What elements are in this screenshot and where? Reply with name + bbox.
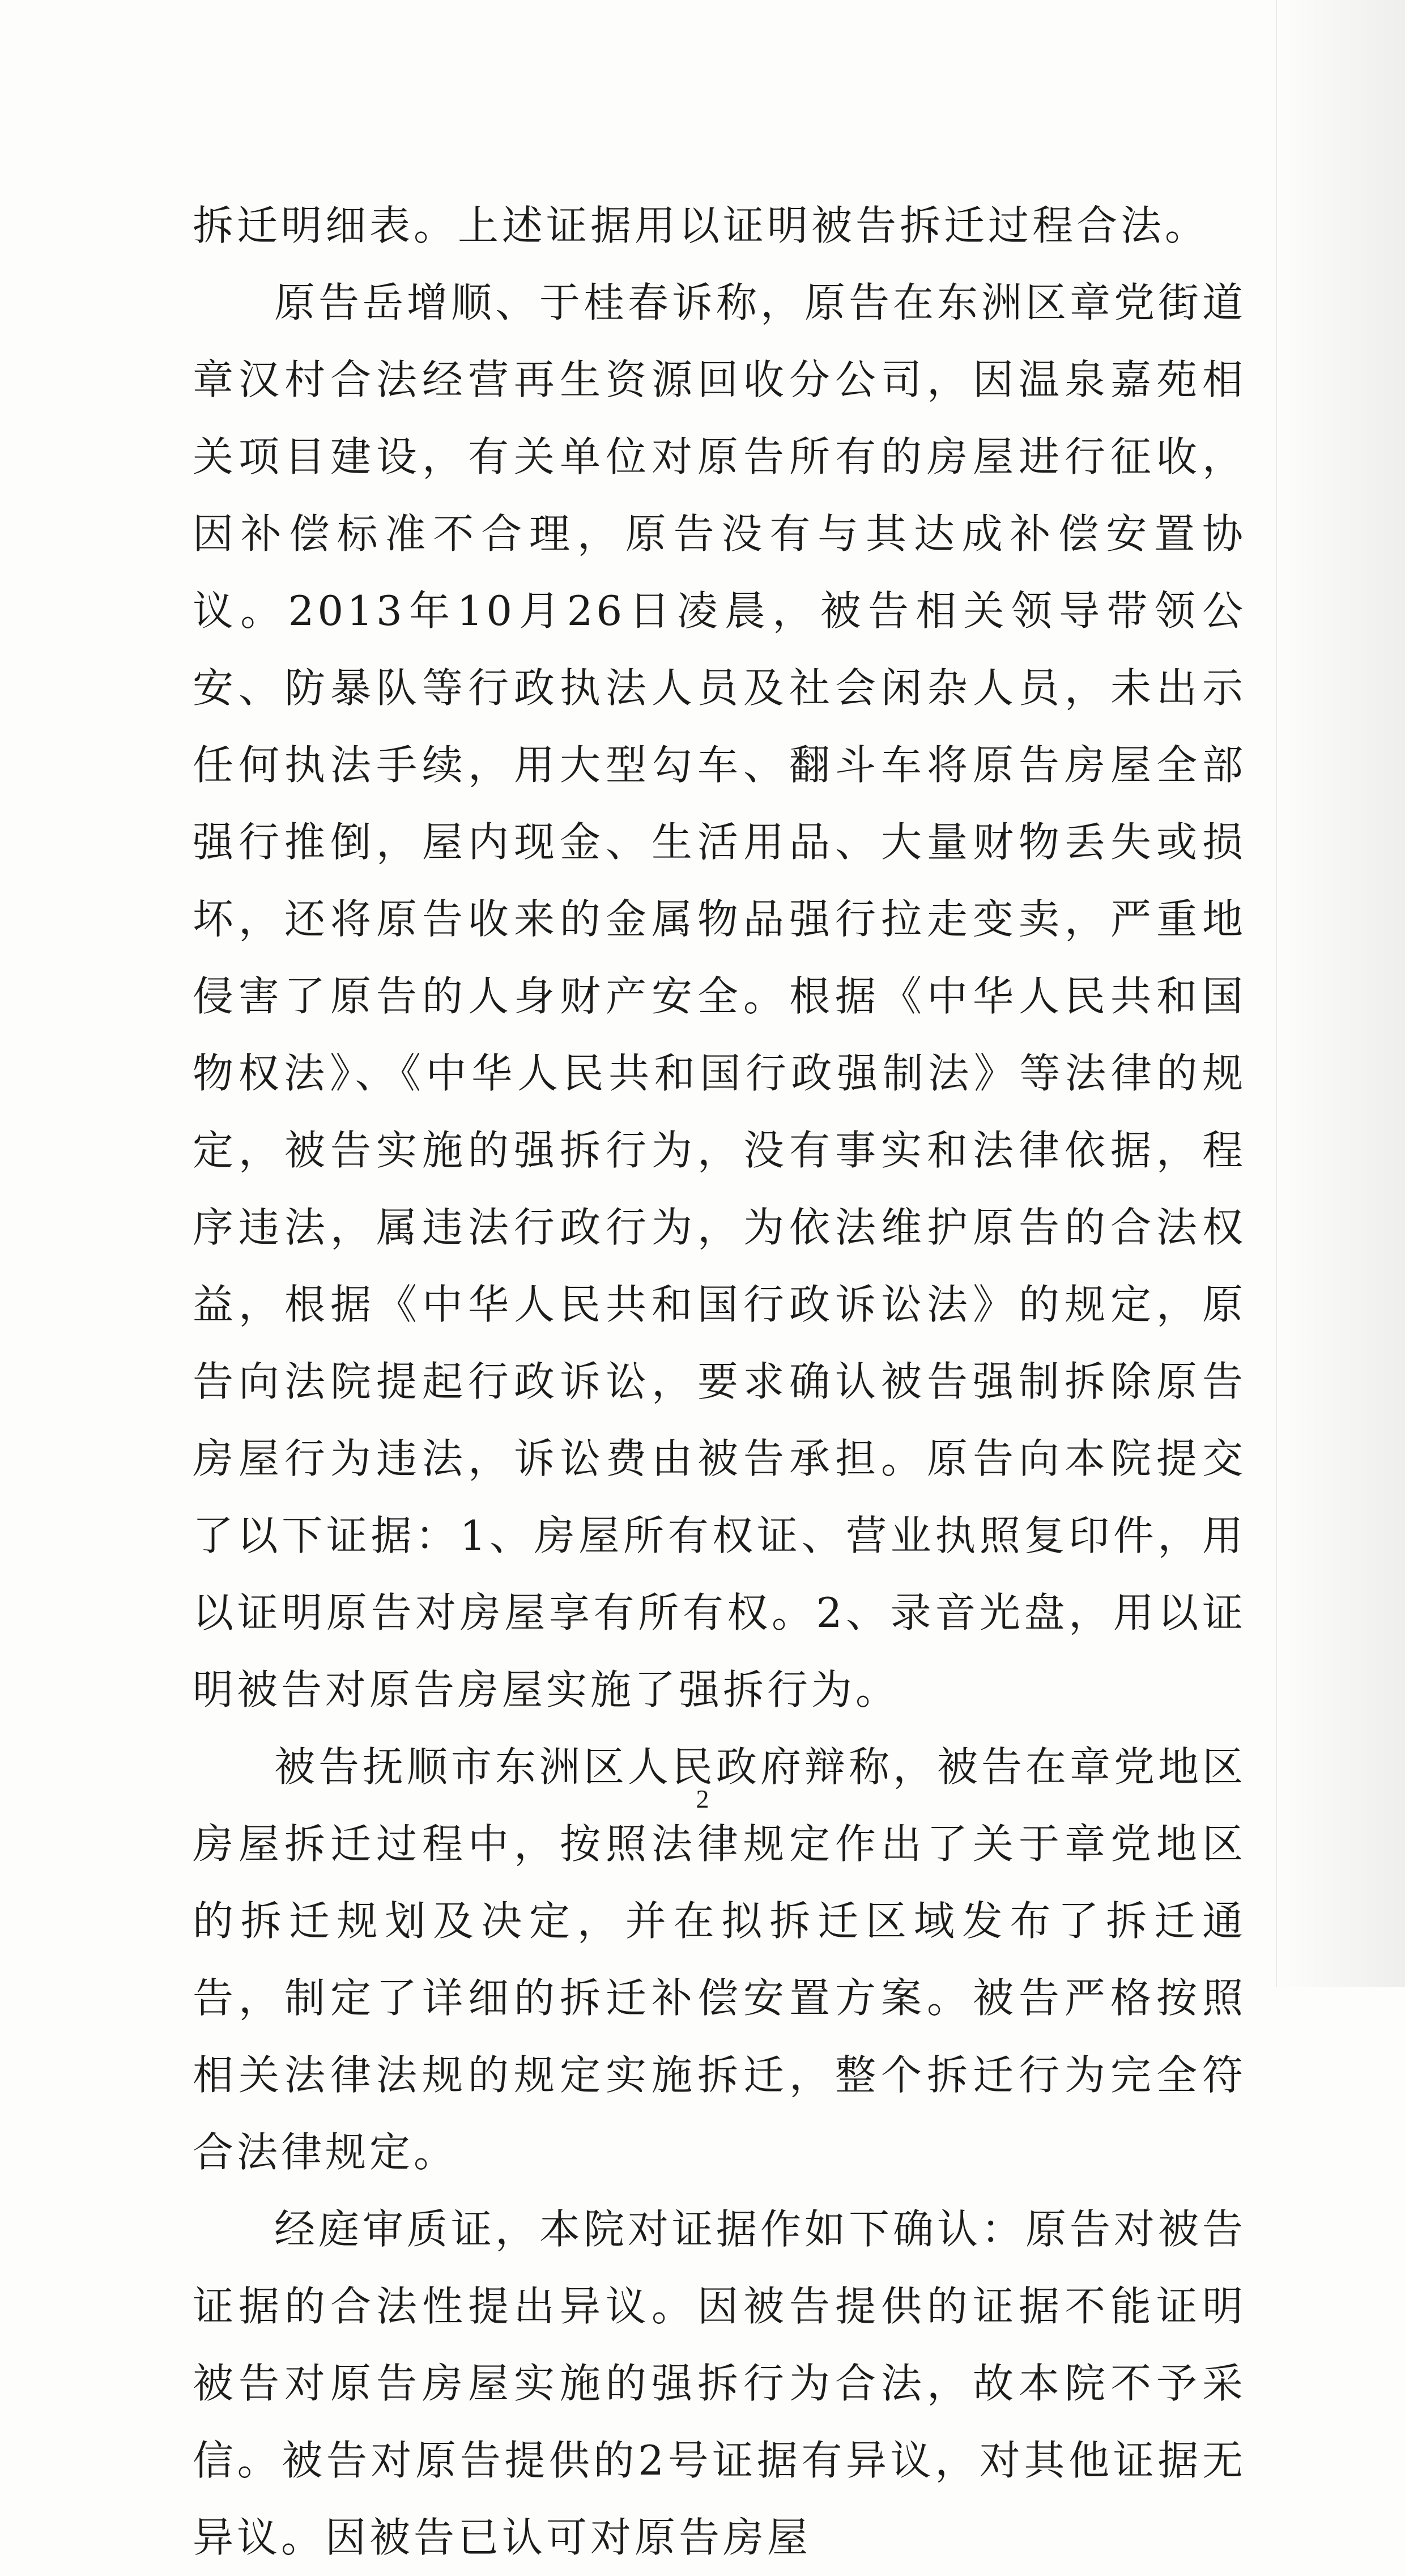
document-body [193, 187, 1246, 2576]
scan-shadow [1275, 0, 1405, 1987]
scan-edge-line [1276, 0, 1277, 1987]
page-number: 2 [696, 1784, 709, 1813]
paragraph-plaintiff-claim: 原告岳增顺、于桂春诉称，原告在东洲区章党街道章汉村合法经营再生资源回收分公司，因温泉嘉苑相关项目建设，有关单位对原告所有的房屋进行征收，因补偿标准不合理，原告没有与其达成补偿安置协议。2013年10月26日凌晨，被告相关领导带领公安、防暴队等行政执法人员及社会闲杂人员，未出示任何执法手续，用大型勾车、翻斗车将原告房屋全部强行推倒，屋内现金、生活用品、大量财物丢失或损坏，还将原告收来的金属物品强行拉走变卖，严重地侵害了原告的人身财产安全。根据《中华人民共和国物权法》、《中华人民共和国行政强制法》等法律的规定，被告实施的强拆行为，没有事实和法律依据，程序违法，属违法行政行为，为依法维护原告的合法权益，根据《中华人民共和国行政诉讼法》的规定，原告向法院提起行政诉讼，要求确认被告强制拆除原告房屋行为违法，诉讼费由被告承担。原告向本院提交了以下证据：1、房屋所有权证、营业执照复印件，用以证明原告对房屋享有所有权。2、录音光盘，用以证明被告对原告房屋实施了强拆行为。 [193, 279, 1247, 1714]
paragraph-evidence-summary: 拆迁明细表。上述证据用以证明被告拆迁过程合法。 [193, 202, 1210, 249]
paragraph-evidence-confirmation: 经庭审质证，本院对证据作如下确认：原告对被告证据的合法性提出异议。因被告提供的证据不能证明被告对原告房屋实施的强拆行为合法，故本院不予采信。被告对原告提供的2号证据有异议，对其他证据无异议。因被告已认可对原告房屋 [193, 2205, 1247, 2561]
paragraph-defendant-defense: 被告抚顺市东洲区人民政府辩称，被告在章党地区房屋拆迁过程中，按照法律规定作出了关于章党地区的拆迁规划及决定，并在拟拆迁区域发布了拆迁通告，制定了详细的拆迁补偿安置方案。被告严格按照相关法律法规的规定实施拆迁，整个拆迁行为完全符合法律规定。 [193, 1743, 1247, 2176]
